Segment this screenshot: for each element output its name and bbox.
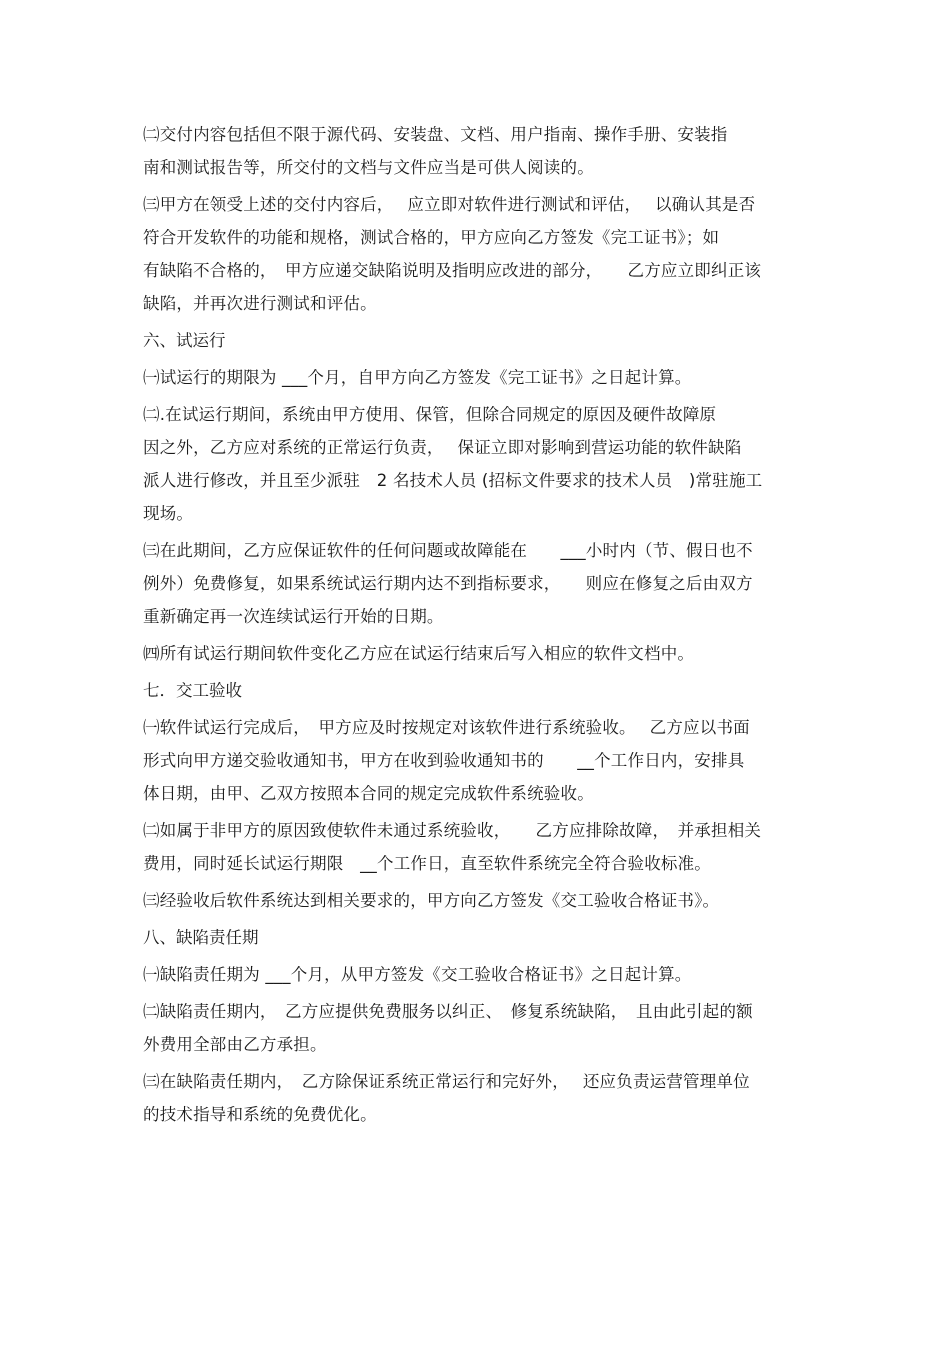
text-line: ㈢甲方在领受上述的交付内容后， 应立即对软件进行测试和评估， 以确认其是否 bbox=[143, 195, 756, 214]
text-line: 形式向甲方递交验收通知书，甲方在收到验收通知书的 __个工作日内，安排具 bbox=[143, 751, 745, 770]
clause-paragraph bbox=[143, 118, 805, 184]
document-body bbox=[143, 118, 805, 1135]
text-line: 外费用全部由乙方承担。 bbox=[143, 1035, 327, 1054]
text-line: 有缺陷不合格的， 甲方应递交缺陷说明及指明应改进的部分， 乙方应立即纠正该 bbox=[143, 261, 762, 280]
text-line: ㈢在缺陷责任期内， 乙方除保证系统正常运行和完好外， 还应负责运营管理单位 bbox=[143, 1072, 750, 1091]
section-heading bbox=[143, 674, 805, 707]
text-line: 六、试运行 bbox=[143, 331, 226, 350]
text-line: ㈡缺陷责任期内， 乙方应提供免费服务以纠正、 修复系统缺陷， 且由此引起的额 bbox=[143, 1002, 753, 1021]
text-line: 七．交工验收 bbox=[143, 681, 242, 700]
text-line: 费用，同时延长试运行期限 __个工作日，直至软件系统完全符合验收标准。 bbox=[143, 854, 711, 873]
section-heading bbox=[143, 324, 805, 357]
text-line: 八、缺陷责任期 bbox=[143, 928, 259, 947]
clause-paragraph bbox=[143, 361, 805, 394]
text-line: ㈡交付内容包括但不限于源代码、安装盘、文档、用户指南、操作手册、安装指 bbox=[143, 125, 728, 144]
text-line: ㈡.在试运行期间，系统由甲方使用、保管，但除合同规定的原因及硬件故障原 bbox=[143, 405, 717, 424]
text-line: ㈢在此期间，乙方应保证软件的任何问题或故障能在 ___小时内（节、假日也不 bbox=[143, 541, 753, 560]
contract-text bbox=[143, 118, 805, 1131]
clause-paragraph bbox=[143, 711, 805, 810]
text-line: ㈢经验收后软件系统达到相关要求的，甲方向乙方签发《交工验收合格证书》。 bbox=[143, 891, 720, 910]
text-line: 例外）免费修复，如果系统试运行期内达不到指标要求， 则应在修复之后由双方 bbox=[143, 574, 753, 593]
text-line: 南和测试报告等，所交付的文档与文件应当是可供人阅读的。 bbox=[143, 158, 594, 177]
text-line: ㈠缺陷责任期为 ___个月，从甲方签发《交工验收合格证书》之日起计算。 bbox=[143, 965, 692, 984]
section-heading bbox=[143, 921, 805, 954]
clause-paragraph bbox=[143, 995, 805, 1061]
clause-paragraph bbox=[143, 398, 805, 530]
text-line: 派人进行修改，并且至少派驻 2 名技术人员 (招标文件要求的技术人员 )常驻施工 bbox=[143, 471, 763, 490]
clause-paragraph bbox=[143, 1065, 805, 1131]
text-line: ㈠试运行的期限为 ___个月，自甲方向乙方签发《完工证书》之日起计算。 bbox=[143, 368, 692, 387]
text-line: ㈡如属于非甲方的原因致使软件未通过系统验收， 乙方应排除故障， 并承担相关 bbox=[143, 821, 762, 840]
text-line: ㈣所有试运行期间软件变化乙方应在试运行结束后写入相应的软件文档中。 bbox=[143, 644, 695, 663]
text-line: 体日期，由甲、乙双方按照本合同的规定完成软件系统验收。 bbox=[143, 784, 594, 803]
text-line: 因之外，乙方应对系统的正常运行负责， 保证立即对影响到营运功能的软件缺陷 bbox=[143, 438, 742, 457]
clause-paragraph bbox=[143, 188, 805, 320]
clause-paragraph bbox=[143, 884, 805, 917]
clause-paragraph bbox=[143, 637, 805, 670]
text-line: 缺陷，并再次进行测试和评估。 bbox=[143, 294, 377, 313]
text-line: ㈠软件试运行完成后， 甲方应及时按规定对该软件进行系统验收。 乙方应以书面 bbox=[143, 718, 750, 737]
text-line: 符合开发软件的功能和规格，测试合格的，甲方应向乙方签发《完工证书》；如 bbox=[143, 228, 720, 247]
clause-paragraph bbox=[143, 534, 805, 633]
text-line: 重新确定再一次连续试运行开始的日期。 bbox=[143, 607, 444, 626]
text-line: 的技术指导和系统的免费优化。 bbox=[143, 1105, 377, 1124]
clause-paragraph bbox=[143, 814, 805, 880]
text-line: 现场。 bbox=[143, 504, 194, 523]
clause-paragraph bbox=[143, 958, 805, 991]
